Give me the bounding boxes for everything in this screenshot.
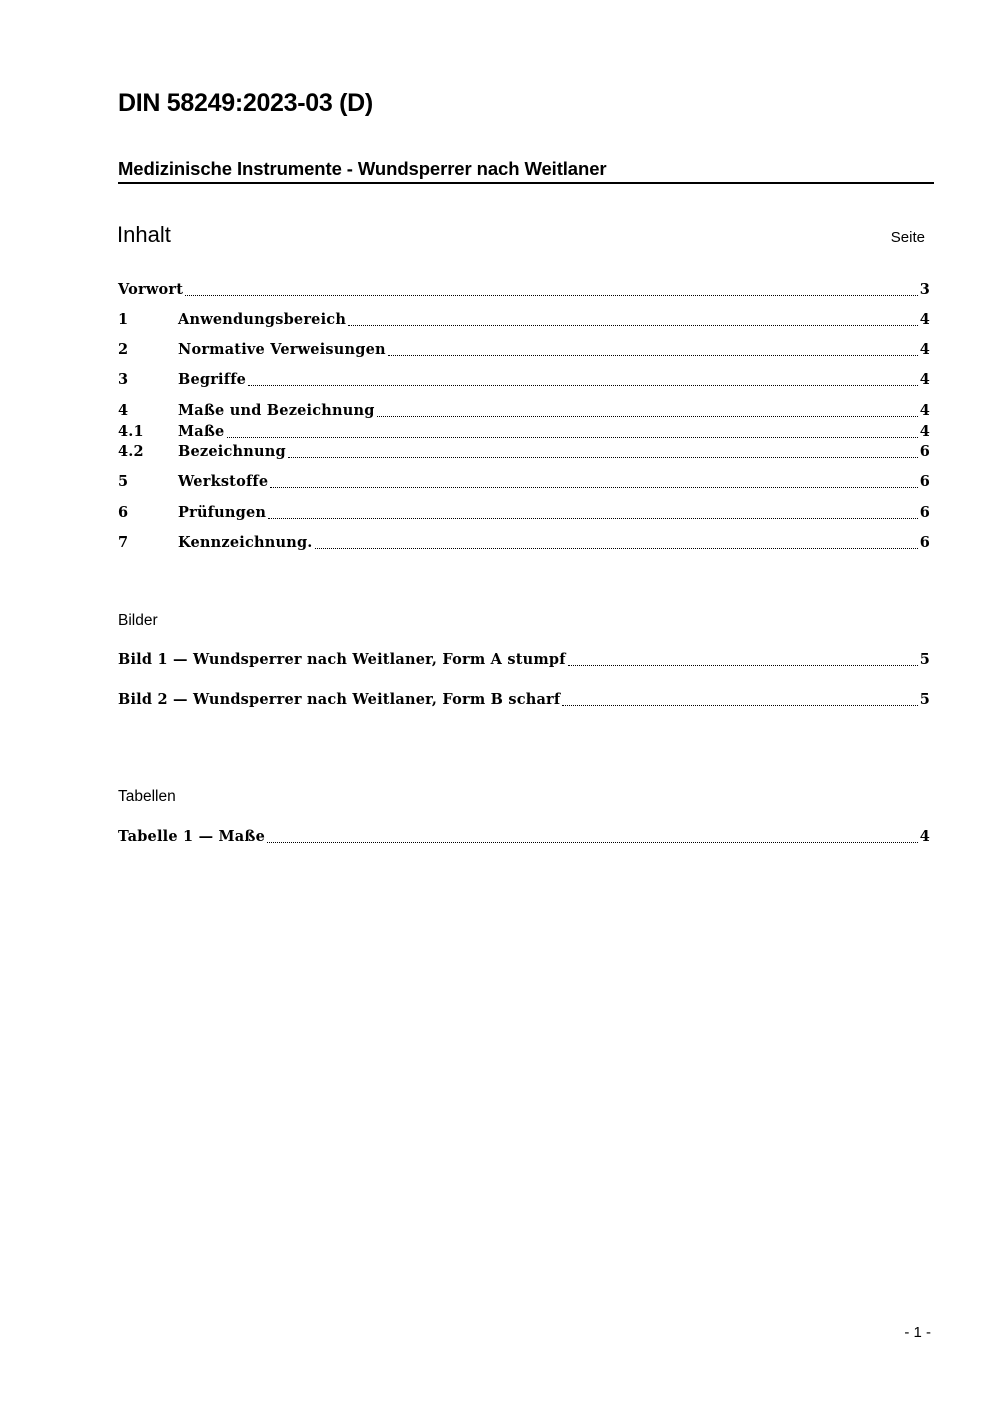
toc-entry-number: 5 [118, 473, 129, 490]
toc-entry-label: Begriffe [178, 371, 247, 388]
dot-leader [348, 325, 918, 326]
toc-entry-label: Anwendungsbereich [178, 311, 347, 328]
toc-entry-label: Bezeichnung [178, 443, 286, 460]
dot-leader [377, 416, 918, 417]
dot-leader [270, 487, 917, 488]
toc-heading: Inhalt [117, 222, 171, 247]
toc-entry-7[interactable] [118, 533, 930, 553]
dot-leader [267, 842, 918, 843]
toc-entry-number: 4 [118, 402, 129, 419]
table-entry-1[interactable] [118, 827, 930, 847]
toc-entry-page: 6 [919, 473, 930, 490]
toc-entry-2[interactable] [118, 340, 930, 360]
table-entry-page: 4 [919, 828, 930, 845]
dot-leader [185, 295, 918, 296]
dot-leader [288, 457, 918, 458]
toc-entry-number: 7 [118, 534, 129, 551]
document-title: DIN 58249:2023-03 (D) [118, 89, 373, 117]
toc-entry-label: Prüfungen [178, 504, 267, 521]
toc-entry-number: 6 [118, 504, 129, 521]
toc-entry-label: Normative Verweisungen [178, 341, 386, 358]
dot-leader [248, 385, 918, 386]
toc-entry-4-1[interactable] [118, 422, 930, 442]
page-column-label: Seite [890, 229, 925, 246]
tables-heading: Tabellen [118, 788, 176, 805]
toc-entry-number: 1 [118, 311, 129, 328]
page-number: - 1 - [904, 1324, 931, 1341]
toc-entry-page: 6 [919, 504, 930, 521]
toc-entry-number: 4.1 [118, 423, 144, 440]
toc-entry-page: 3 [919, 281, 930, 298]
figure-entry-page: 5 [919, 651, 930, 668]
figure-entry-2[interactable] [118, 690, 930, 710]
toc-entry-3[interactable] [118, 370, 930, 390]
toc-entry-page: 6 [919, 443, 930, 460]
toc-entry-5[interactable] [118, 472, 930, 492]
toc-entry-1[interactable] [118, 310, 930, 330]
table-entry-label: Tabelle 1 — Maße [118, 828, 266, 845]
toc-entry-page: 4 [919, 423, 930, 440]
toc-entry-number: 2 [118, 341, 129, 358]
toc-entry-4-2[interactable] [118, 442, 930, 462]
toc-entry-label: Werkstoffe [178, 473, 269, 490]
figure-entry-1[interactable] [118, 650, 930, 670]
figures-heading: Bilder [118, 612, 158, 629]
toc-entry-number: 4.2 [118, 443, 144, 460]
dot-leader [568, 665, 918, 666]
dot-leader [388, 355, 918, 356]
toc-entry-page: 6 [919, 534, 930, 551]
toc-entry-page: 4 [919, 341, 930, 358]
toc-entry-4[interactable] [118, 401, 930, 421]
figure-entry-label: Bild 1 — Wundsperrer nach Weitlaner, Form A stumpf [118, 651, 566, 668]
figure-entry-label: Bild 2 — Wundsperrer nach Weitlaner, Form B scharf [118, 691, 561, 708]
document-subtitle: Medizinische Instrumente - Wundsperrer nach Weitlaner [118, 158, 934, 184]
toc-entry-label: Kennzeichnung. [178, 534, 313, 551]
dot-leader [562, 705, 917, 706]
toc-entry-label: Maße [178, 423, 225, 440]
toc-entry-vorwort[interactable] [118, 280, 930, 300]
figure-entry-page: 5 [919, 691, 930, 708]
toc-entry-label: Vorwort [118, 281, 184, 298]
toc-entry-page: 4 [919, 371, 930, 388]
toc-entry-page: 4 [919, 311, 930, 328]
toc-entry-6[interactable] [118, 503, 930, 523]
dot-leader [315, 548, 918, 549]
dot-leader [268, 518, 918, 519]
toc-entry-page: 4 [919, 402, 930, 419]
toc-entry-number: 3 [118, 371, 129, 388]
toc-entry-label: Maße und Bezeichnung [178, 402, 375, 419]
dot-leader [227, 437, 918, 438]
